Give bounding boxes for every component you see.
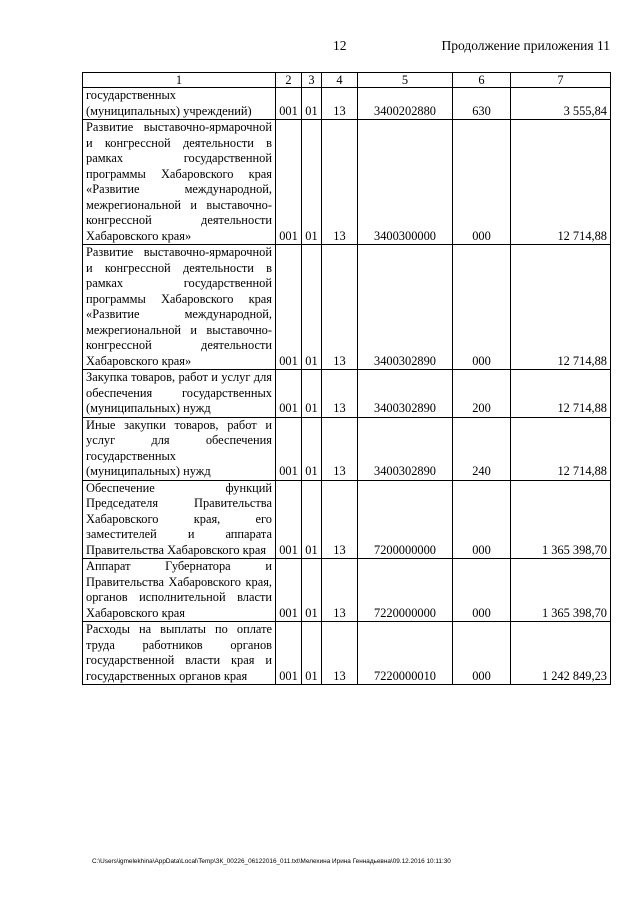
- target-article-code: 3400300000: [358, 120, 453, 245]
- section-code: 01: [302, 245, 322, 370]
- ministry-code: 001: [276, 120, 302, 245]
- amount: 1 365 398,70: [511, 559, 611, 622]
- amount: 12 714,88: [511, 120, 611, 245]
- subsection-code: 13: [322, 88, 358, 120]
- column-header: 4: [322, 73, 358, 88]
- table-row: [83, 559, 611, 622]
- row-name: Развитие выставочно-ярмарочной и конгрессной деятельности в рамках государственной программы Хабаровского края «Развитие международной, межрегиональной и выставочно-конгрессной деятельности Хабаровского края»: [83, 120, 276, 245]
- column-header: 6: [453, 73, 511, 88]
- section-code: 01: [302, 370, 322, 418]
- ministry-code: 001: [276, 417, 302, 480]
- subsection-code: 13: [322, 120, 358, 245]
- subsection-code: 13: [322, 245, 358, 370]
- table-row: [83, 120, 611, 245]
- ministry-code: 001: [276, 88, 302, 120]
- column-header: 2: [276, 73, 302, 88]
- expense-type-code: 630: [453, 88, 511, 120]
- target-article-code: 3400302890: [358, 417, 453, 480]
- amount: 1 365 398,70: [511, 480, 611, 559]
- column-header: 5: [358, 73, 453, 88]
- ministry-code: 001: [276, 370, 302, 418]
- section-code: 01: [302, 88, 322, 120]
- amount: 1 242 849,23: [511, 622, 611, 685]
- subsection-code: 13: [322, 559, 358, 622]
- target-article-code: 3400302890: [358, 370, 453, 418]
- target-article-code: 3400302890: [358, 245, 453, 370]
- ministry-code: 001: [276, 559, 302, 622]
- target-article-code: 3400202880: [358, 88, 453, 120]
- row-name: Аппарат Губернатора и Правительства Хабаровского края, органов исполнительной власти Хабаровского края: [83, 559, 276, 622]
- target-article-code: 7200000000: [358, 480, 453, 559]
- page-number: 12: [333, 38, 347, 53]
- row-name: Закупка товаров, работ и услуг для обеспечения государственных (муниципальных) нужд: [83, 370, 276, 418]
- column-number-row: [83, 73, 611, 88]
- amount: 12 714,88: [511, 417, 611, 480]
- ministry-code: 001: [276, 622, 302, 685]
- subsection-code: 13: [322, 370, 358, 418]
- amount: 12 714,88: [511, 370, 611, 418]
- amount: 12 714,88: [511, 245, 611, 370]
- budget-table: [82, 72, 611, 685]
- expense-type-code: 240: [453, 417, 511, 480]
- expense-type-code: 200: [453, 370, 511, 418]
- row-name: Иные закупки товаров, работ и услуг для обеспечения государственных (муниципальных) нужд: [83, 417, 276, 480]
- target-article-code: 7220000000: [358, 559, 453, 622]
- table-row: [83, 480, 611, 559]
- table-row: [83, 370, 611, 418]
- subsection-code: 13: [322, 622, 358, 685]
- section-code: 01: [302, 480, 322, 559]
- row-name: государственных (муниципальных) учреждений): [83, 88, 276, 120]
- expense-type-code: 000: [453, 120, 511, 245]
- appendix-continuation-title: Продолжение приложения 11: [441, 38, 610, 53]
- section-code: 01: [302, 622, 322, 685]
- table-row: [83, 622, 611, 685]
- expense-type-code: 000: [453, 480, 511, 559]
- subsection-code: 13: [322, 417, 358, 480]
- amount: 3 555,84: [511, 88, 611, 120]
- subsection-code: 13: [322, 480, 358, 559]
- expense-type-code: 000: [453, 622, 511, 685]
- column-header: 3: [302, 73, 322, 88]
- section-code: 01: [302, 120, 322, 245]
- table-row: [83, 245, 611, 370]
- file-path-footer: C:\Users\igmelekhina\AppData\Local\Temp\ЗК_00226_06122016_011.txt\Мелехина Ирина Геннадьевна\09.12.2016 10:11:30: [92, 858, 451, 865]
- column-header: 7: [511, 73, 611, 88]
- row-name: Развитие выставочно-ярмарочной и конгрессной деятельности в рамках государственной программы Хабаровского края «Развитие международной, межрегиональной и выставочно-конгрессной деятельности Хабаровского края»: [83, 245, 276, 370]
- target-article-code: 7220000010: [358, 622, 453, 685]
- table-row: [83, 417, 611, 480]
- row-name: Обеспечение функций Председателя Правительства Хабаровского края, его заместителей и аппарата Правительства Хабаровского края: [83, 480, 276, 559]
- column-header: 1: [83, 73, 276, 88]
- ministry-code: 001: [276, 480, 302, 559]
- ministry-code: 001: [276, 245, 302, 370]
- row-name: Расходы на выплаты по оплате труда работников органов государственной власти края и государственных органов края: [83, 622, 276, 685]
- table-row: [83, 88, 611, 120]
- expense-type-code: 000: [453, 245, 511, 370]
- expense-type-code: 000: [453, 559, 511, 622]
- section-code: 01: [302, 559, 322, 622]
- section-code: 01: [302, 417, 322, 480]
